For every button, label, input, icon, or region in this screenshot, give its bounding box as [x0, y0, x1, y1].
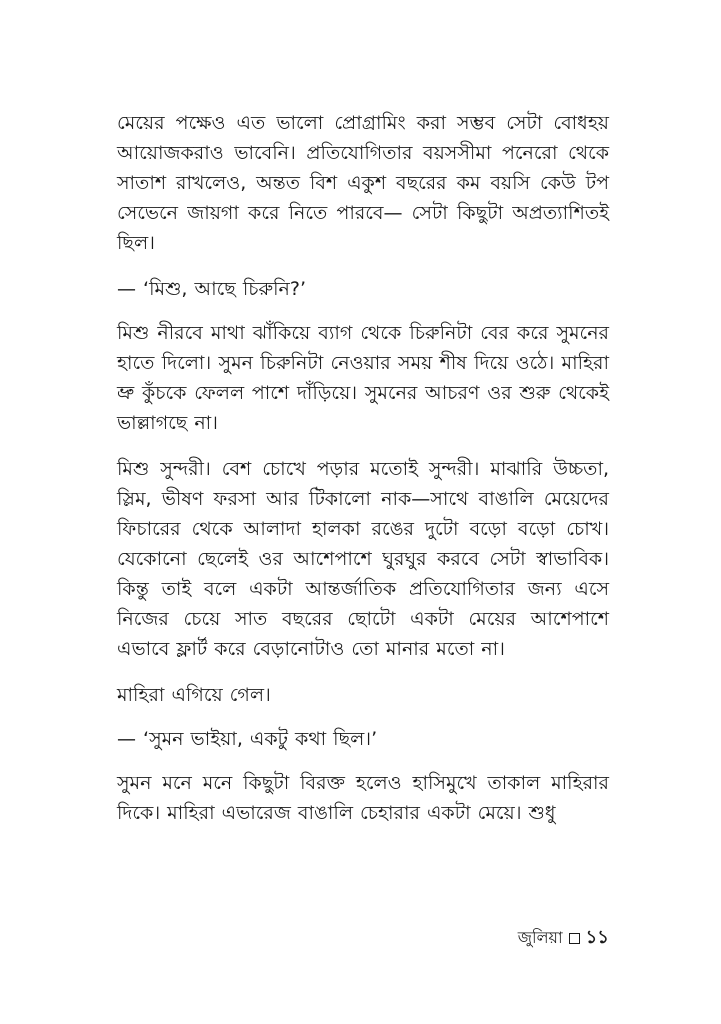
- running-title: জুলিয়া: [517, 928, 563, 947]
- paragraph-4: মাহিরা এগিয়ে গেল।: [117, 684, 271, 706]
- paragraph-1: মেয়ের পক্ষেও এত ভালো প্রোগ্রামিং করা সম্ভব সেটা বোধহয় আয়োজকরাও ভাবেনি। প্রতিযোগিতার বয়সসীমা পনেরো থেকে সাতাশ রাখলেও, অন্তত বিশ একুশ বছরের কম বয়সি কেউ টপ সেভেনে জায়গা করে নিতে পারবে— সেটা কিছুটা অপ্রত্যাশিতই ছিল।: [117, 112, 609, 254]
- dialogue-line-comb: — ‘মিশু, আছে চিরুনি?’: [117, 278, 307, 300]
- dialogue-line-suman: — ‘সুমন ভাইয়া, একটু কথা ছিল।’: [117, 728, 378, 750]
- paragraph-3: মিশু সুন্দরী। বেশ চোখে পড়ার মতোই সুন্দরী। মাঝারি উচ্চতা, স্লিম, ভীষণ ফরসা আর টিকালো নাক—সাথে বাঙালি মেয়েদের ফিচারের থেকে আলাদা হালকা রঙের দুটো বড়ো বড়ো চোখ। যেকোনো ছেলেই ওর আশেপাশে ঘুরঘুর করবে সেটা স্বাভাবিক। কিন্তু তাই বলে একটা আন্তর্জাতিক প্রতিযোগিতার জন্য এসে নিজের চেয়ে সাত বছরের ছোটো একটা মেয়ের আশেপাশে এভাবে ফ্লার্ট করে বেড়ানোটাও তো মানার মতো না।: [117, 458, 609, 660]
- paragraph-5: সুমন মনে মনে কিছুটা বিরক্ত হলেও হাসিমুখে তাকাল মাহিরার দিকে। মাহিরা এভারেজ বাঙালি চেহারার একটা মেয়ে। শুধু: [117, 772, 609, 824]
- separator-square-icon: [569, 933, 580, 944]
- page-number: ১১: [585, 927, 609, 948]
- page-body: [117, 108, 609, 844]
- paragraph-2: মিশু নীরবে মাথা ঝাঁকিয়ে ব্যাগ থেকে চিরুনিটা বের করে সুমনের হাতে দিলো। সুমন চিরুনিটা নেওয়ার সময় শীষ দিয়ে ওঠে। মাহিরা ভ্রু কুঁচকে ফেলল পাশে দাঁড়িয়ে। সুমনের আচরণ ওর শুরু থেকেই ভাল্লাগছে না।: [117, 322, 609, 434]
- page-footer: [518, 927, 609, 949]
